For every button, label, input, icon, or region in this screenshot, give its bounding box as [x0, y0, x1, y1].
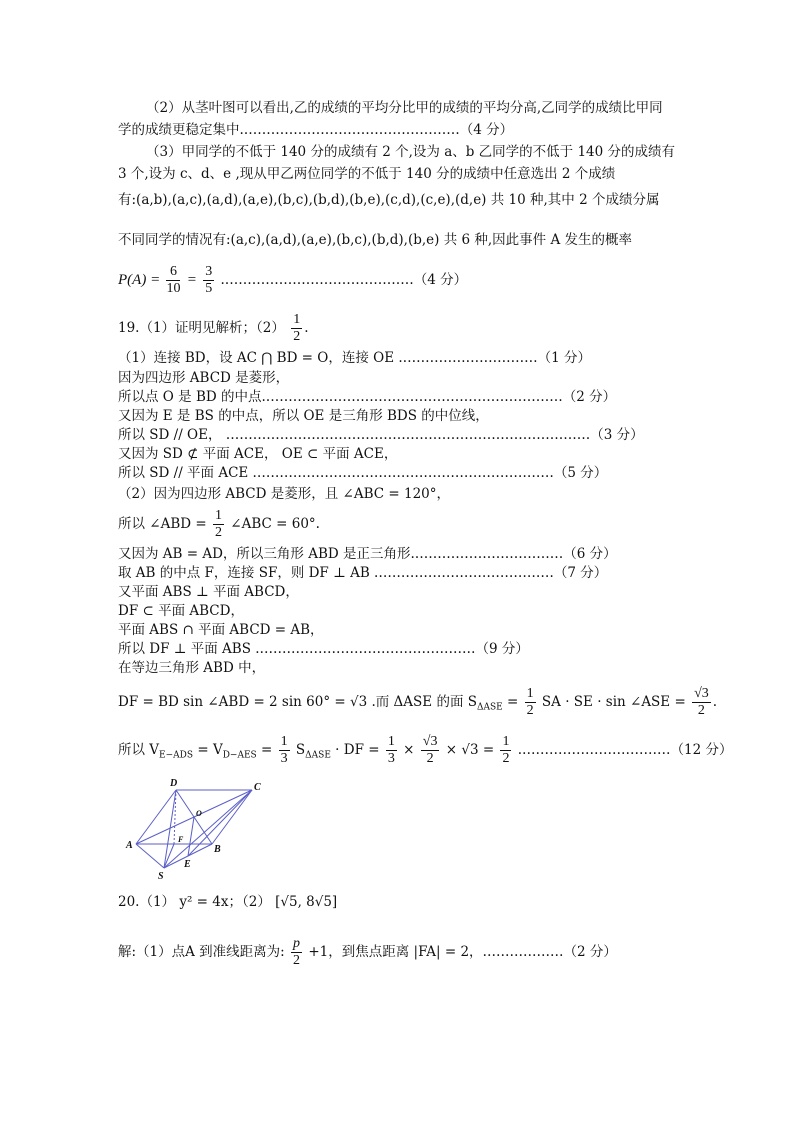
prob-lhs: P(A) = — [118, 272, 161, 288]
label-d: D — [170, 778, 178, 789]
p19-step8: （2）因为四边形 ABCD 是菱形，且 ∠ABC = 120°， — [118, 486, 451, 502]
prob-tail: .……………………………………（4 分） — [220, 272, 468, 288]
p19-step3: 所以点 O 是 BD 的中点.…………………………………………………………（2 分） — [118, 389, 617, 405]
label-o: O — [196, 809, 202, 818]
p18-line2: 学的成绩更稳定集中.…………………………………………（4 分） — [118, 122, 514, 138]
p19-step11: 取 AB 的中点 F，连接 SF，则 DF ⊥ AB .…………………………………（7 分） — [118, 565, 608, 581]
p19-step10: 又因为 AB = AD，所以三角形 ABD 是正三角形.……………………………（6 分） — [118, 546, 617, 562]
label-e: E — [184, 859, 191, 870]
p19-step15: 所以 DF ⊥ 平面 ABS .…………………………………………（9 分） — [118, 641, 529, 657]
edge-da — [136, 790, 176, 844]
p19-step6: 又因为 SD ⊄ 平面 ACE， OE ⊂ 平面 ACE， — [118, 446, 398, 462]
p19-step14: 平面 ABS ∩ 平面 ABCD = AB， — [118, 622, 324, 638]
label-f: F — [178, 835, 184, 844]
p19-step9: 所以 ∠ABD = $\frac{1}{2}$ ∠ABC = 60°. — [118, 508, 320, 540]
frac-third-1: $\frac{1}{3}$ — [280, 734, 288, 766]
p20-heading: 20.（1） y² = 4x；（2） [√5, 8√5] — [118, 894, 338, 910]
frac-root3-2-area: $\frac{√3}{2}$ — [694, 686, 709, 718]
p19-heading: 19.（1）证明见解析；（2） $\frac{1}{2}$ . — [118, 312, 309, 344]
p19-step1: （1）连接 BD，设 AC ⋂ BD = O，连接 OE .…………………………（1 分） — [118, 350, 592, 366]
frac-half-vol: $\frac{1}{2}$ — [502, 734, 510, 766]
p19-step7: 所以 SD // 平面 ACE .…………………………………………………………（5 分） — [118, 465, 608, 481]
frac-half-angle: $\frac{1}{2}$ — [215, 508, 222, 540]
p18-line3: （3）甲同学的不低于 140 分的成绩有 2 个,设为 a、b 乙同学的不低于 140 分的成绩有 — [146, 144, 676, 160]
p19-step13: DF ⊂ 平面 ABCD， — [118, 603, 244, 619]
edge-cs — [164, 790, 252, 868]
frac-6-10: $\frac{6}{10}$ — [166, 264, 181, 296]
edge-as — [136, 844, 164, 868]
label-s: S — [158, 871, 164, 882]
p19-step17: DF = BD sin ∠ABD = 2 sin 60° = √3 .而 ΔASE 的面 $S_{\Delta ASE}$ = $\frac{1}{2}$ SA · SE · sin ∠ASE = $\frac{√3}{2}$ . — [118, 686, 718, 718]
p19-step2: 因为四边形 ABCD 是菱形， — [118, 370, 290, 386]
p19-step12: 又平面 ABS ⊥ 平面 ABCD， — [118, 584, 299, 600]
p20-step1: 解:（1）点A 到准线距离为: $\frac{p}{2}$ +1，到焦点距离 |FA| = 2，………………（2 分） — [118, 936, 617, 968]
p19-step4: 又因为 E 是 BS 的中点，所以 OE 是三角形 BDS 的中位线， — [118, 408, 489, 424]
pyramid-figure — [120, 772, 270, 882]
frac-third-2: $\frac{1}{3}$ — [387, 734, 395, 766]
frac-half-answer: $\frac{1}{2}$ — [293, 312, 301, 344]
p19-step18: 所以 $V_{E-ADS} = V_{D-AES}$ = $\frac{1}{3}$ $S_{\Delta ASE}$ · DF = $\frac{1}{3}$ × $\frac{√3}{2}$ × √3 = $\frac{1}{2}$ .……………………………（12 分） — [118, 734, 733, 766]
frac-root3-2-vol: $\frac{√3}{2}$ — [422, 734, 438, 766]
edge-ds — [164, 790, 176, 868]
label-c: C — [254, 782, 261, 793]
p18-line1: （2）从茎叶图可以看出,乙的成绩的平均分比甲的成绩的平均分高,乙同学的成绩比甲同 — [146, 100, 663, 116]
p18-line6: 不同同学的情况有:(a,c),(a,d),(a,e),(b,c),(b,d),(b,e) 共 6 种,因此事件 A 发生的概率 — [118, 232, 632, 248]
label-b: B — [214, 844, 221, 855]
frac-half-area: $\frac{1}{2}$ — [526, 686, 534, 718]
p18-probability: P(A) = $\frac{6}{10}$ = $\frac{3}{5}$ .……………………………………（4 分） — [118, 264, 468, 296]
p18-line4: 3 个,设为 c、d、e ,现从甲乙两位同学的不低于 140 分的成绩中任意选出 2 个成绩 — [118, 166, 616, 182]
frac-p-2: $\frac{p}{2}$ — [293, 936, 301, 968]
label-a: A — [126, 840, 133, 851]
edge-cb — [212, 790, 252, 844]
p18-line5: 有:(a,b),(a,c),(a,d),(a,e),(b,c),(b,d),(b,e),(c,d),(c,e),(d,e) 共 10 种,其中 2 个成绩分属 — [118, 192, 660, 208]
p19-step5: 所以 SD // OE， ………………………………………………………………………（3 分） — [118, 427, 644, 443]
p19-step16: 在等边三角形 ABD 中， — [118, 660, 266, 676]
frac-3-5: $\frac{3}{5}$ — [205, 264, 213, 296]
